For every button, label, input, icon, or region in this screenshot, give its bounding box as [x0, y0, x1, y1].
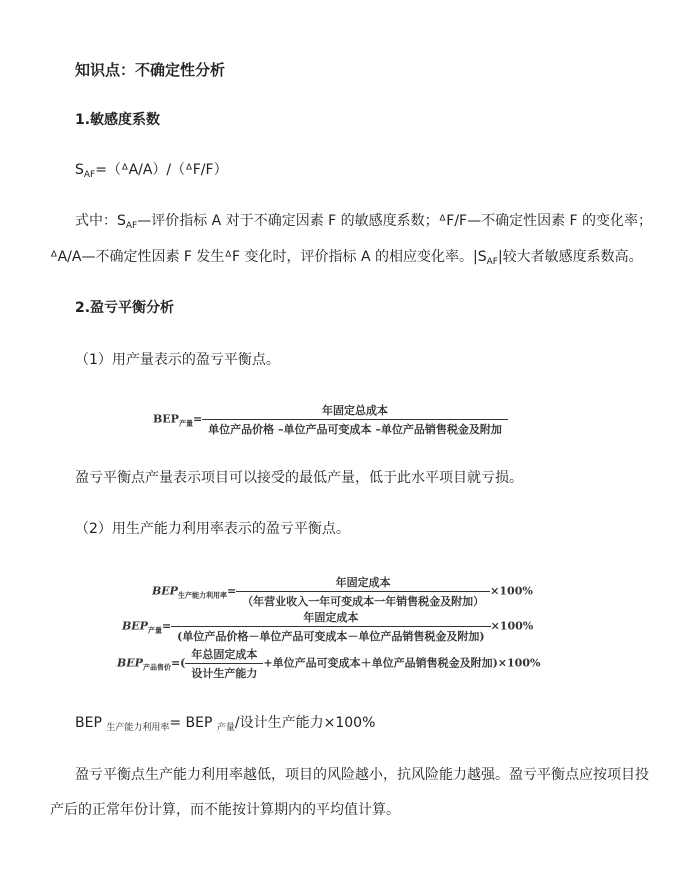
desc-l1-a: 式中：S — [75, 213, 126, 229]
f4-fraction — [185, 646, 263, 681]
formula-rest: =（ᐞA/A）/（ᐞF/F） — [95, 162, 228, 178]
f4-sub: 产品售价 — [142, 662, 171, 672]
section-2-heading: 2.盈亏平衡分析 — [75, 300, 175, 316]
f4-num: 年总固定成本 — [191, 648, 258, 661]
f4-den: 设计生产能力 — [185, 663, 263, 681]
desc-l1-sub: AF — [125, 221, 138, 231]
f1-eq: = — [192, 412, 203, 426]
f1-num: 年固定总成本 — [322, 404, 388, 417]
formula-s-sub: AF — [83, 170, 96, 180]
f1-fraction — [202, 402, 508, 437]
rel-sub1: 生产能力利用率 — [106, 723, 170, 733]
page-title: 知识点：不确定性分析 — [75, 61, 226, 79]
para-2: 盈亏平衡点产量表示项目可以接受的最低产量，低于此水平项目就亏损。 — [75, 470, 523, 486]
f2-fraction — [236, 574, 490, 609]
conclusion-line-1: 盈亏平衡点生产能力利用率越低，项目的风险越小，抗风险能力越强。盈亏平衡点应按项目投 — [75, 767, 649, 783]
sensitivity-formula — [75, 160, 228, 180]
f1-lhs: BEP — [153, 412, 179, 426]
formula-bep-capacity — [152, 574, 533, 609]
f4-tail: +单位产品可变成本＋单位产品销售税金及附加)×100% — [263, 656, 541, 670]
desc-l1-b: —评价指标 A 对于不确定因素 F 的敏感度系数；ᐞF/F—不确定性因素 F 的变化率； — [137, 213, 653, 229]
f2-den: （年营业收入一年可变成本一年销售税金及附加） — [236, 591, 490, 609]
desc-line-2 — [50, 247, 643, 267]
desc-l2-sub: AF — [486, 257, 498, 267]
f3-lhs: BEP — [122, 619, 148, 633]
f2-tail: ×100% — [490, 584, 533, 598]
rel-b: = BEP — [169, 715, 217, 731]
f1-den: 单位产品价格 –单位产品可变成本 –单位产品销售税金及附加 — [202, 419, 508, 437]
formula-s: S — [75, 162, 84, 178]
formula-bep-price — [117, 646, 540, 681]
rel-a: BEP — [75, 715, 107, 731]
f3-num: 年固定成本 — [303, 611, 359, 624]
desc-line-1 — [75, 211, 652, 231]
rel-sub2: 产量 — [216, 723, 235, 733]
f2-lhs: BEP — [152, 584, 178, 598]
f2-sub: 生产能力利用率 — [177, 590, 227, 600]
para-3: （2）用生产能力利用率表示的盈亏平衡点。 — [75, 521, 350, 537]
desc-l2-b: |较大者敏感度系数高。 — [497, 249, 643, 265]
f3-tail: ×100% — [490, 619, 534, 633]
f2-eq: = — [226, 584, 237, 598]
relation-formula — [75, 713, 375, 733]
formula-bep-output — [153, 402, 508, 437]
f3-fraction — [171, 609, 490, 644]
formula-bep-output-2 — [122, 609, 533, 644]
section-1-heading: 1.敏感度系数 — [75, 112, 161, 128]
para-1: （1）用产量表示的盈亏平衡点。 — [75, 352, 280, 368]
conclusion-line-2: 产后的正常年份计算，而不能按计算期内的平均值计算。 — [50, 802, 400, 818]
rel-c: /设计生产能力×100% — [234, 715, 376, 731]
f3-eq: = — [161, 619, 172, 633]
f2-num: 年固定成本 — [335, 576, 391, 589]
f3-sub: 产量 — [147, 625, 162, 635]
f3-den: (单位产品价格－单位产品可变成本－单位产品销售税金及附加) — [171, 626, 490, 644]
f4-lhs: BEP — [117, 656, 143, 670]
f4-eq: =( — [170, 656, 186, 670]
f1-sub: 产量 — [178, 418, 193, 428]
desc-l2-a: ᐞA/A—不确定性因素 F 发生ᐞF 变化时，评价指标 A 的相应变化率。|S — [50, 249, 487, 265]
